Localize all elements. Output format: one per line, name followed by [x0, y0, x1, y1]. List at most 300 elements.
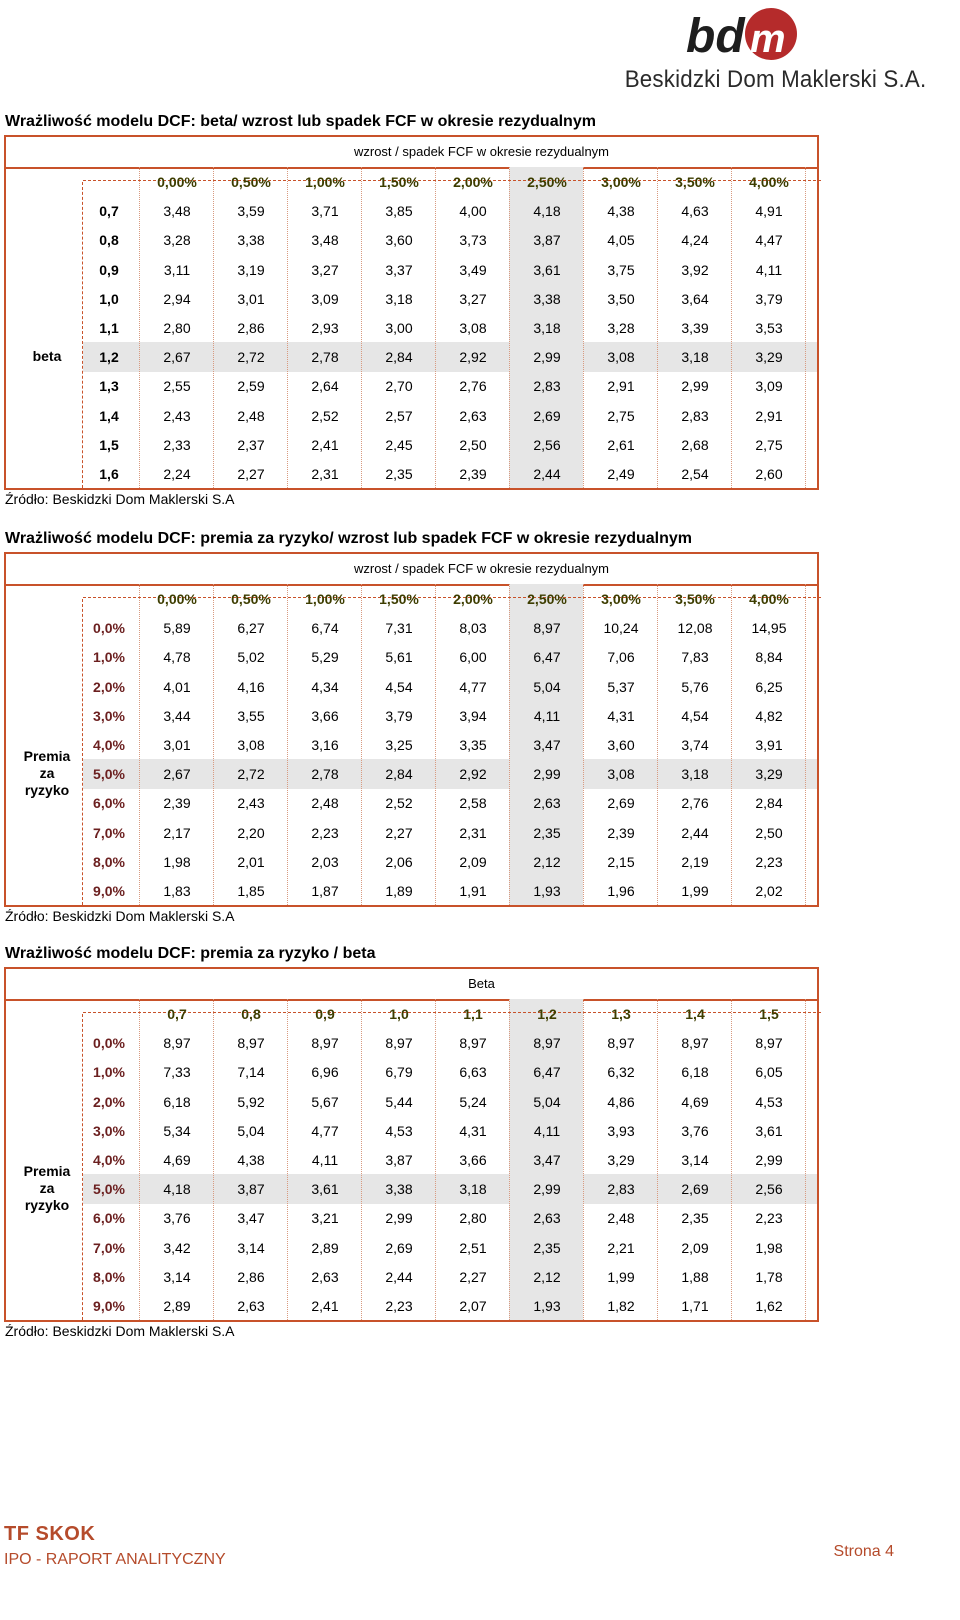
- row-header: 0,0%: [93, 1035, 125, 1052]
- table-grid: [6, 584, 821, 905]
- table-cell: 2,35: [681, 1210, 709, 1227]
- column-header: 1,00%: [305, 591, 345, 607]
- row-header: 3,0%: [93, 1122, 125, 1139]
- table-cell: 6,00: [459, 649, 487, 666]
- table-cell: 1,93: [533, 1298, 561, 1314]
- source-note: Źródło: Beskidzki Dom Maklerski S.A: [5, 908, 235, 925]
- table-cell: 3,55: [237, 707, 265, 724]
- table-cell: 2,20: [237, 824, 265, 841]
- table-cell: 2,94: [163, 290, 191, 307]
- table-cell: 2,39: [163, 795, 191, 812]
- table-frame: [4, 552, 819, 907]
- table-cell: 3,09: [755, 378, 783, 395]
- table-row: [6, 459, 821, 489]
- column-header: 1,2: [537, 1006, 557, 1022]
- table-cell: 2,31: [311, 466, 339, 482]
- table-cell: 2,89: [311, 1239, 339, 1256]
- table-cell: 2,92: [459, 766, 487, 783]
- table-row: [6, 672, 821, 702]
- table-cell: 2,01: [237, 853, 265, 870]
- table-cell: 3,71: [311, 203, 339, 220]
- table-cell: 3,47: [237, 1210, 265, 1227]
- table-cell: 2,49: [607, 466, 635, 482]
- row-header: 9,0%: [93, 1298, 125, 1314]
- row-header: 8,0%: [93, 1268, 125, 1285]
- row-header: 1,2: [99, 349, 119, 366]
- table-cell: 8,97: [237, 1035, 265, 1052]
- table-cell: 6,74: [311, 620, 339, 637]
- table-cell: 3,61: [311, 1181, 339, 1198]
- table-cell: 3,53: [755, 320, 783, 336]
- table-frame: [4, 967, 819, 1322]
- table-cell: 4,11: [533, 1122, 561, 1139]
- table-cell: 2,69: [607, 795, 635, 812]
- table-cell: 2,45: [385, 436, 413, 453]
- table-cell: 2,83: [607, 1181, 635, 1198]
- table-cell: 4,78: [163, 649, 191, 666]
- table-cell: 3,50: [607, 290, 635, 307]
- row-header: 3,0%: [93, 707, 125, 724]
- table-cell: 8,97: [459, 1035, 487, 1052]
- table-cell: 2,06: [385, 853, 413, 870]
- table-cell: 2,09: [681, 1239, 709, 1256]
- row-group-label-line: Premia: [23, 1163, 71, 1180]
- table-cell: 3,38: [533, 290, 561, 307]
- table-cell: 2,58: [459, 795, 487, 812]
- table-cell: 2,44: [533, 466, 561, 482]
- table-cell: 4,24: [681, 232, 709, 249]
- table-cell: 3,47: [533, 1152, 561, 1168]
- table-cell: 8,97: [533, 620, 561, 637]
- table-cell: 5,02: [237, 649, 265, 666]
- table-cell: 7,31: [385, 620, 413, 637]
- table-cell: 7,83: [681, 649, 709, 666]
- row-header: 1,3: [99, 378, 119, 395]
- column-header: 0,50%: [231, 591, 271, 607]
- row-header: 8,0%: [93, 853, 125, 870]
- table-cell: 2,68: [681, 436, 709, 453]
- table-cell: 2,02: [755, 883, 783, 899]
- table-cell: 3,87: [533, 232, 561, 249]
- table-row: [6, 642, 821, 672]
- column-group-header: [6, 969, 817, 1001]
- table-cell: 6,18: [681, 1064, 709, 1081]
- table-cell: 2,39: [459, 466, 487, 482]
- table-cell: 2,23: [311, 824, 339, 841]
- table-cell: 2,17: [163, 824, 191, 841]
- column-group-header: [6, 137, 817, 169]
- table-cell: 4,77: [459, 678, 487, 695]
- table-cell: 2,50: [755, 824, 783, 841]
- table-cell: 2,67: [163, 766, 191, 783]
- table-cell: 2,48: [311, 795, 339, 812]
- column-header: 0,7: [167, 1006, 187, 1022]
- table-cell: 3,01: [163, 737, 191, 753]
- table-cell: 3,18: [385, 290, 413, 307]
- table-cell: 4,82: [755, 707, 783, 724]
- table-cell: 2,80: [459, 1210, 487, 1227]
- table-cell: 8,97: [163, 1035, 191, 1052]
- table-row: [6, 701, 821, 731]
- table-row: [6, 1057, 821, 1087]
- table-cell: 8,97: [533, 1035, 561, 1052]
- table-cell: 4,53: [385, 1122, 413, 1139]
- table-cell: 2,35: [385, 466, 413, 482]
- table-cell: 2,63: [237, 1298, 265, 1314]
- table-cell: 3,27: [459, 290, 487, 307]
- table-cell: 3,93: [607, 1122, 635, 1139]
- table-cell: 2,84: [385, 766, 413, 783]
- table-cell: 3,48: [163, 203, 191, 220]
- table-cell: 8,97: [681, 1035, 709, 1052]
- column-header: 1,50%: [379, 174, 419, 190]
- table-cell: 3,79: [385, 707, 413, 724]
- bdm-logo-icon: [581, 6, 926, 62]
- table-row: [6, 196, 821, 226]
- row-header: 0,8: [99, 232, 119, 249]
- table-cell: 5,04: [533, 678, 561, 695]
- table-cell: 2,48: [237, 407, 265, 424]
- row-group-label-line: Premia: [23, 748, 71, 765]
- row-header: 1,4: [99, 407, 119, 424]
- table-cell: 3,87: [385, 1152, 413, 1168]
- table-cell: 2,86: [237, 1268, 265, 1285]
- table-cell: 1,99: [607, 1268, 635, 1285]
- table-cell: 2,99: [385, 1210, 413, 1227]
- column-header: 3,00%: [601, 591, 641, 607]
- table-cell: 2,86: [237, 320, 265, 336]
- table-cell: 6,05: [755, 1064, 783, 1081]
- table-row: [6, 847, 821, 877]
- table-cell: 3,44: [163, 707, 191, 724]
- table-cell: 3,74: [681, 737, 709, 753]
- table-cell: 5,67: [311, 1093, 339, 1110]
- table-cell: 10,24: [603, 620, 639, 637]
- table-cell: 3,00: [385, 320, 413, 336]
- company-name: Beskidzki Dom Maklerski S.A.: [624, 66, 926, 93]
- table-cell: 4,11: [755, 261, 783, 278]
- table-cell: 2,51: [459, 1239, 487, 1256]
- table-cell: 3,38: [385, 1181, 413, 1198]
- company-logo: [581, 6, 926, 92]
- row-group-label-line: beta: [32, 348, 62, 365]
- table-cell: 2,56: [755, 1181, 783, 1198]
- table-cell: 2,09: [459, 853, 487, 870]
- table-cell: 5,92: [237, 1093, 265, 1110]
- table-cell: 3,18: [681, 349, 709, 366]
- row-group-label: [20, 1163, 74, 1214]
- table-row: [6, 1145, 821, 1175]
- table-cell: 3,75: [607, 261, 635, 278]
- table-row: [6, 313, 821, 343]
- table-cell: 3,08: [237, 737, 265, 753]
- table-cell: 2,70: [385, 378, 413, 395]
- table-cell: 8,97: [385, 1035, 413, 1052]
- table-cell: 2,03: [311, 853, 339, 870]
- table-cell: 3,61: [755, 1122, 783, 1139]
- table-cell: 1,85: [237, 883, 265, 899]
- column-header: 3,50%: [675, 174, 715, 190]
- table-cell: 2,41: [311, 436, 339, 453]
- table-cell: 2,35: [533, 1239, 561, 1256]
- table-cell: 2,75: [755, 436, 783, 453]
- column-group-label: wzrost / spadek FCF w okresie rezydualnym: [353, 144, 610, 159]
- row-header: 0,9: [99, 261, 119, 278]
- table-row: [6, 225, 821, 255]
- table-cell: 1,78: [755, 1268, 783, 1285]
- table-cell: 3,94: [459, 707, 487, 724]
- table-cell: 5,61: [385, 649, 413, 666]
- table-cell: 3,35: [459, 737, 487, 753]
- table-row: [6, 1028, 821, 1058]
- row-header: 1,1: [99, 320, 119, 336]
- table-cell: 4,18: [533, 203, 561, 220]
- table-cell: 1,62: [755, 1298, 783, 1314]
- table-cell: 8,03: [459, 620, 487, 637]
- table-cell: 2,63: [459, 407, 487, 424]
- table-cell: 2,15: [607, 853, 635, 870]
- table-cell: 3,91: [755, 737, 783, 753]
- table-cell: 1,98: [163, 853, 191, 870]
- table-cell: 4,69: [681, 1093, 709, 1110]
- table-cell: 2,60: [755, 466, 783, 482]
- table-cell: 2,91: [607, 378, 635, 395]
- column-header: 0,9: [315, 1006, 335, 1022]
- table-cell: 3,14: [237, 1239, 265, 1256]
- table-cell: 1,96: [607, 883, 635, 899]
- table-cell: 3,19: [237, 261, 265, 278]
- table-cell: 2,89: [163, 1298, 191, 1314]
- table-cell: 4,31: [459, 1122, 487, 1139]
- table-cell: 5,24: [459, 1093, 487, 1110]
- table-cell: 2,99: [755, 1152, 783, 1168]
- table-cell: 4,63: [681, 203, 709, 220]
- table-cell: 2,59: [237, 378, 265, 395]
- table-cell: 7,06: [607, 649, 635, 666]
- row-group-label-line: za: [39, 765, 55, 782]
- svg-text:bd: bd: [686, 10, 745, 62]
- table-cell: 2,12: [533, 853, 561, 870]
- table-title: Wrażliwość modelu DCF: beta/ wzrost lub spadek FCF w okresie rezydualnym: [5, 113, 596, 130]
- table-cell: 3,08: [459, 320, 487, 336]
- table-cell: 6,27: [237, 620, 265, 637]
- column-header: 0,50%: [231, 174, 271, 190]
- column-header: 0,00%: [157, 174, 197, 190]
- table-cell: 2,63: [533, 795, 561, 812]
- row-header: 4,0%: [93, 737, 125, 753]
- column-header: 1,4: [685, 1006, 705, 1022]
- table-cell: 3,21: [311, 1210, 339, 1227]
- table-title: Wrażliwość modelu DCF: premia za ryzyko/ wzrost lub spadek FCF w okresie rezydualnym: [5, 530, 692, 547]
- table-cell: 4,11: [533, 707, 561, 724]
- table-cell: 3,08: [607, 349, 635, 366]
- table-cell: 2,69: [681, 1181, 709, 1198]
- column-header: 2,00%: [453, 174, 493, 190]
- table-row: [6, 1203, 821, 1233]
- row-header: 0,7: [99, 203, 119, 220]
- table-cell: 4,00: [459, 203, 487, 220]
- table-cell: 3,25: [385, 737, 413, 753]
- row-header: 0,0%: [93, 620, 125, 637]
- table-row: [6, 730, 821, 760]
- column-header: 1,1: [463, 1006, 483, 1022]
- table-cell: 3,85: [385, 203, 413, 220]
- row-header: 1,5: [99, 436, 119, 453]
- table-cell: 2,78: [311, 766, 339, 783]
- table-cell: 5,37: [607, 678, 635, 695]
- table-cell: 2,69: [533, 407, 561, 424]
- table-cell: 3,76: [163, 1210, 191, 1227]
- column-header: 2,50%: [527, 174, 567, 190]
- table-cell: 2,72: [237, 766, 265, 783]
- table-cell: 4,18: [163, 1181, 191, 1198]
- table-cell: 2,54: [681, 466, 709, 482]
- table-grid: [6, 999, 821, 1320]
- table-cell: 2,43: [163, 407, 191, 424]
- table-cell: 3,59: [237, 203, 265, 220]
- table-cell: 4,31: [607, 707, 635, 724]
- row-header: 5,0%: [93, 1181, 125, 1198]
- table-cell: 3,79: [755, 290, 783, 307]
- column-group-label: wzrost / spadek FCF w okresie rezydualnym: [353, 561, 610, 576]
- table-cell: 2,83: [681, 407, 709, 424]
- column-header: 2,50%: [527, 591, 567, 607]
- table-cell: 2,63: [311, 1268, 339, 1285]
- table-cell: 1,88: [681, 1268, 709, 1285]
- table-cell: 3,18: [459, 1181, 487, 1198]
- header-row: [6, 999, 821, 1029]
- table-cell: 2,23: [755, 1210, 783, 1227]
- header-row: [6, 584, 821, 614]
- table-cell: 1,71: [681, 1298, 709, 1314]
- column-header: 0,8: [241, 1006, 261, 1022]
- table-row: [6, 342, 821, 372]
- table-cell: 4,05: [607, 232, 635, 249]
- table-cell: 3,16: [311, 737, 339, 753]
- footer-report-type: IPO - RAPORT ANALITYCZNY: [4, 1551, 226, 1568]
- table-grid: [6, 167, 821, 488]
- table-cell: 2,72: [237, 349, 265, 366]
- table-cell: 3,76: [681, 1122, 709, 1139]
- table-cell: 1,91: [459, 883, 487, 899]
- row-group-label-line: ryzyko: [24, 1197, 70, 1214]
- table-cell: 4,86: [607, 1093, 635, 1110]
- table-cell: 3,37: [385, 261, 413, 278]
- table-cell: 2,07: [459, 1298, 487, 1314]
- table-cell: 3,18: [681, 766, 709, 783]
- table-cell: 3,47: [533, 737, 561, 753]
- table-cell: 2,84: [755, 795, 783, 812]
- footer-company: TF SKOK: [4, 1523, 96, 1545]
- table-cell: 3,08: [607, 766, 635, 783]
- table-cell: 3,60: [607, 737, 635, 753]
- table-cell: 2,24: [163, 466, 191, 482]
- table-cell: 2,63: [533, 1210, 561, 1227]
- table-cell: 2,91: [755, 407, 783, 424]
- column-header: 3,00%: [601, 174, 641, 190]
- table-title: Wrażliwość modelu DCF: premia za ryzyko / beta: [5, 945, 376, 962]
- row-group-label: [20, 748, 74, 799]
- row-header: 4,0%: [93, 1152, 125, 1168]
- table-cell: 7,14: [237, 1064, 265, 1081]
- table-cell: 2,93: [311, 320, 339, 336]
- table-row: [6, 613, 821, 643]
- table-cell: 5,76: [681, 678, 709, 695]
- table-cell: 2,67: [163, 349, 191, 366]
- table-cell: 2,44: [681, 824, 709, 841]
- table-cell: 5,44: [385, 1093, 413, 1110]
- table-cell: 2,43: [237, 795, 265, 812]
- table-row: [6, 1174, 821, 1204]
- table-cell: 2,12: [533, 1268, 561, 1285]
- table-cell: 2,84: [385, 349, 413, 366]
- table-cell: 3,39: [681, 320, 709, 336]
- table-cell: 1,89: [385, 883, 413, 899]
- row-header: 7,0%: [93, 824, 125, 841]
- table-cell: 8,97: [607, 1035, 635, 1052]
- table-cell: 3,11: [163, 261, 191, 278]
- table-cell: 2,83: [533, 378, 561, 395]
- table-row: [6, 1116, 821, 1146]
- table-row: [6, 1262, 821, 1292]
- table-cell: 6,79: [385, 1064, 413, 1081]
- table-cell: 5,34: [163, 1122, 191, 1139]
- row-group-label-line: ryzyko: [24, 782, 70, 799]
- table-row: [6, 430, 821, 460]
- svg-text:m: m: [750, 17, 786, 61]
- table-cell: 3,66: [311, 707, 339, 724]
- source-note: Źródło: Beskidzki Dom Maklerski S.A: [5, 491, 235, 508]
- table-cell: 2,55: [163, 378, 191, 395]
- row-group-label-line: za: [39, 1180, 55, 1197]
- column-header: 1,0: [389, 1006, 409, 1022]
- table-cell: 3,29: [755, 349, 783, 366]
- table-cell: 2,99: [533, 349, 561, 366]
- column-header: 4,00%: [749, 591, 789, 607]
- table-cell: 6,18: [163, 1093, 191, 1110]
- table-row: [6, 818, 821, 848]
- table-cell: 1,87: [311, 883, 339, 899]
- row-header: 2,0%: [93, 1093, 125, 1110]
- table-cell: 4,38: [237, 1152, 265, 1168]
- table-cell: 3,48: [311, 232, 339, 249]
- table-cell: 4,47: [755, 232, 783, 249]
- table-row: [6, 371, 821, 401]
- table-cell: 2,57: [385, 407, 413, 424]
- table-cell: 2,64: [311, 378, 339, 395]
- table-cell: 4,01: [163, 678, 191, 695]
- table-cell: 2,23: [385, 1298, 413, 1314]
- table-cell: 2,76: [459, 378, 487, 395]
- table-cell: 3,61: [533, 261, 561, 278]
- table-cell: 1,82: [607, 1298, 635, 1314]
- table-cell: 3,29: [755, 766, 783, 783]
- table-cell: 2,78: [311, 349, 339, 366]
- table-cell: 3,29: [607, 1152, 635, 1168]
- column-header: 3,50%: [675, 591, 715, 607]
- table-cell: 1,83: [163, 883, 191, 899]
- table-cell: 2,27: [385, 824, 413, 841]
- table-cell: 3,27: [311, 261, 339, 278]
- table-cell: 2,52: [311, 407, 339, 424]
- table-row: [6, 1233, 821, 1263]
- table-cell: 2,31: [459, 824, 487, 841]
- column-header: 0,00%: [157, 591, 197, 607]
- row-header: 1,6: [99, 466, 119, 482]
- table-cell: 4,16: [237, 678, 265, 695]
- table-cell: 8,97: [311, 1035, 339, 1052]
- column-header: 1,3: [611, 1006, 631, 1022]
